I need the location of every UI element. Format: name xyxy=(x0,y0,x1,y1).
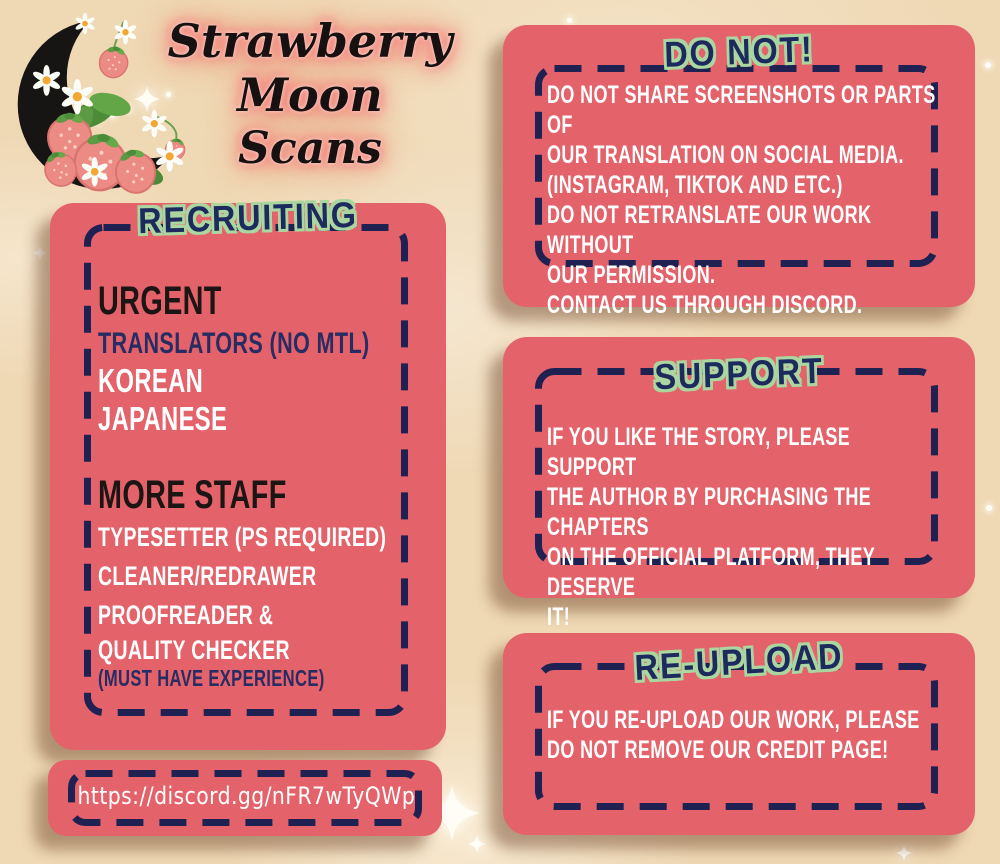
support-panel xyxy=(503,337,975,631)
page-title xyxy=(160,14,460,174)
more-staff-heading: MORE STAFF xyxy=(98,473,287,517)
sparkle-star-icon xyxy=(468,835,486,853)
language-japanese: JAPANESE xyxy=(98,400,228,437)
support-body: IF YOU LIKE THE STORY, PLEASE SUPPORT THE AUTHOR BY PURCHASING THE CHAPTERS ON THE OFFICIAL PLATFORM, THEY DESERVE IT! xyxy=(547,423,875,631)
discord-link[interactable]: https://discord.gg/nFR7wTyQWp xyxy=(77,782,416,810)
support-header: SUPPORT xyxy=(653,349,825,398)
recruiting-panel xyxy=(50,193,446,750)
do-not-header: DO NOT! xyxy=(663,28,815,75)
recruiting-header: RECRUITING xyxy=(137,193,359,242)
role-cleaner: CLEANER/REDRAWER xyxy=(98,561,317,591)
role-translators: TRANSLATORS (NO MTL) xyxy=(98,327,370,360)
re-upload-panel xyxy=(503,633,975,835)
sparkle-dot xyxy=(985,62,991,68)
do-not-panel xyxy=(503,25,975,319)
sparkle-star-icon xyxy=(33,246,47,260)
do-not-body: DO NOT SHARE SCREENSHOTS OR PARTS OF OUR TRANSLATION ON SOCIAL MEDIA. (INSTAGRAM, TIKTOK AND ETC.) DO NOT RETRANSLATE OUR WORK WITHOUT OUR PERMISSION. CONTACT US THROUGH DISCORD. xyxy=(547,81,936,319)
experience-note: (MUST HAVE EXPERIENCE) xyxy=(98,665,325,691)
re-upload-body: IF YOU RE-UPLOAD OUR WORK, PLEASE DO NOT REMOVE OUR CREDIT PAGE! xyxy=(547,706,920,764)
title-line-3: Scans xyxy=(238,122,382,174)
title-line-1: Strawberry xyxy=(167,14,453,68)
urgent-heading: URGENT xyxy=(98,279,222,323)
discord-link-bar xyxy=(48,760,442,836)
sparkle-dot xyxy=(986,505,992,511)
language-korean: KOREAN xyxy=(98,362,204,399)
role-quality-checker: QUALITY CHECKER xyxy=(98,635,290,665)
sparkle-dot xyxy=(567,18,572,23)
title-line-2: Moon xyxy=(237,68,383,123)
sparkle-star-icon xyxy=(896,845,912,861)
re-upload-header: RE-UPLOAD xyxy=(633,634,845,689)
recruiting-body xyxy=(98,279,444,691)
role-proofreader: PROOFREADER & xyxy=(98,600,274,630)
role-typesetter: TYPESETTER (PS REQUIRED) xyxy=(98,522,387,552)
